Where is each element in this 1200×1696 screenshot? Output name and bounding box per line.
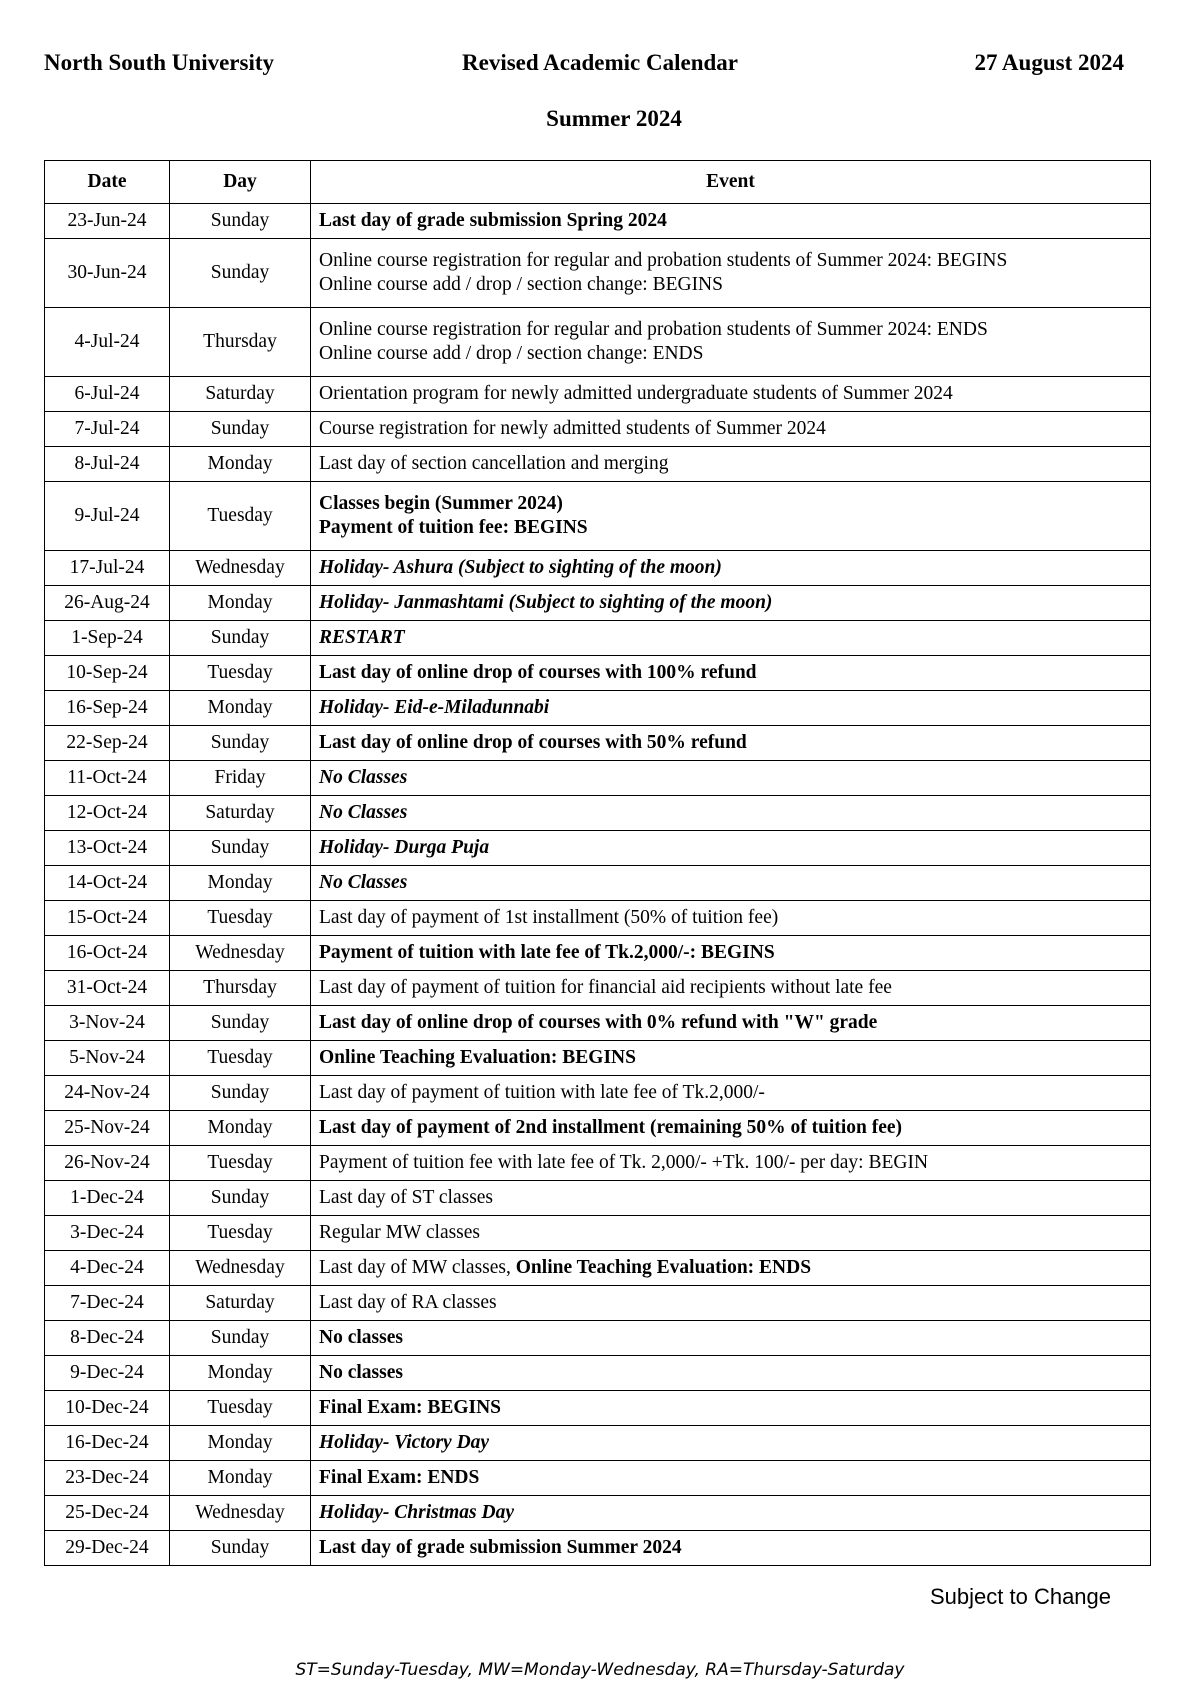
event-text: Course registration for newly admitted students of Summer 2024 bbox=[319, 418, 826, 439]
cell-event bbox=[311, 936, 1151, 971]
cell-day: Tuesday bbox=[170, 482, 311, 551]
cell-event bbox=[311, 1006, 1151, 1041]
table-row bbox=[45, 482, 1151, 551]
cell-event bbox=[311, 1496, 1151, 1531]
cell-day: Monday bbox=[170, 1426, 311, 1461]
cell-event bbox=[311, 621, 1151, 656]
event-text: No Classes bbox=[319, 802, 408, 823]
cell-date: 3-Dec-24 bbox=[45, 1216, 170, 1251]
cell-day: Sunday bbox=[170, 726, 311, 761]
cell-date: 6-Jul-24 bbox=[45, 377, 170, 412]
event-line bbox=[319, 382, 1142, 406]
event-line bbox=[319, 342, 1142, 366]
event-text: No Classes bbox=[319, 872, 408, 893]
table-row bbox=[45, 761, 1151, 796]
cell-date: 13-Oct-24 bbox=[45, 831, 170, 866]
table-row bbox=[45, 1356, 1151, 1391]
semester-title: Summer 2024 bbox=[546, 106, 682, 131]
event-line bbox=[319, 801, 1142, 825]
university-name: North South University bbox=[44, 50, 275, 75]
table-row bbox=[45, 971, 1151, 1006]
event-line bbox=[319, 417, 1142, 441]
cell-event bbox=[311, 1321, 1151, 1356]
table-row bbox=[45, 1426, 1151, 1461]
cell-date: 15-Oct-24 bbox=[45, 901, 170, 936]
cell-date: 10-Dec-24 bbox=[45, 1391, 170, 1426]
table-row bbox=[45, 796, 1151, 831]
cell-date: 25-Nov-24 bbox=[45, 1111, 170, 1146]
table-row bbox=[45, 726, 1151, 761]
event-text: Online course add / drop / section change: ENDS bbox=[319, 343, 704, 364]
cell-date: 16-Sep-24 bbox=[45, 691, 170, 726]
event-line bbox=[319, 1536, 1142, 1560]
event-text: Last day of grade submission Summer 2024 bbox=[319, 1537, 682, 1558]
event-line bbox=[319, 766, 1142, 790]
cell-day: Sunday bbox=[170, 1321, 311, 1356]
event-line bbox=[319, 1361, 1142, 1385]
event-text: Holiday- Victory Day bbox=[319, 1432, 490, 1453]
event-text: Holiday- Durga Puja bbox=[319, 837, 490, 858]
cell-date: 1-Dec-24 bbox=[45, 1181, 170, 1216]
cell-date: 9-Jul-24 bbox=[45, 482, 170, 551]
event-text: Last day of MW classes, bbox=[319, 1257, 516, 1278]
event-line bbox=[319, 871, 1142, 895]
event-line bbox=[319, 696, 1142, 720]
table-row bbox=[45, 1321, 1151, 1356]
cell-date: 1-Sep-24 bbox=[45, 621, 170, 656]
event-line bbox=[319, 1151, 1142, 1175]
cell-date: 14-Oct-24 bbox=[45, 866, 170, 901]
table-row bbox=[45, 1006, 1151, 1041]
column-header-day: Day bbox=[170, 161, 311, 204]
event-line bbox=[319, 1256, 1142, 1280]
event-line bbox=[319, 1396, 1142, 1420]
cell-date: 16-Dec-24 bbox=[45, 1426, 170, 1461]
cell-day: Sunday bbox=[170, 412, 311, 447]
cell-day: Tuesday bbox=[170, 901, 311, 936]
cell-event bbox=[311, 377, 1151, 412]
abbreviations-footnote: ST=Sunday-Tuesday, MW=Monday-Wednesday, RA=Thursday-Saturday bbox=[295, 1660, 905, 1680]
event-text: No Classes bbox=[319, 767, 408, 788]
event-line bbox=[319, 591, 1142, 615]
cell-event bbox=[311, 1356, 1151, 1391]
table-row bbox=[45, 1531, 1151, 1566]
event-line bbox=[319, 731, 1142, 755]
event-line bbox=[319, 661, 1142, 685]
cell-day: Wednesday bbox=[170, 551, 311, 586]
event-text: Last day of grade submission Spring 2024 bbox=[319, 210, 667, 231]
cell-date: 9-Dec-24 bbox=[45, 1356, 170, 1391]
cell-event bbox=[311, 761, 1151, 796]
cell-date: 8-Jul-24 bbox=[45, 447, 170, 482]
cell-event bbox=[311, 656, 1151, 691]
event-text: Last day of RA classes bbox=[319, 1292, 497, 1313]
table-header-row bbox=[45, 161, 1151, 204]
event-line bbox=[319, 1291, 1142, 1315]
event-line bbox=[319, 1466, 1142, 1490]
cell-date: 31-Oct-24 bbox=[45, 971, 170, 1006]
event-text: Online course registration for regular and probation students of Summer 2024: ENDS bbox=[319, 319, 988, 340]
event-text: Final Exam: BEGINS bbox=[319, 1397, 502, 1418]
cell-date: 24-Nov-24 bbox=[45, 1076, 170, 1111]
table-body bbox=[45, 204, 1151, 1566]
cell-day: Tuesday bbox=[170, 1041, 311, 1076]
cell-event bbox=[311, 308, 1151, 377]
cell-day: Sunday bbox=[170, 239, 311, 308]
table-row bbox=[45, 1251, 1151, 1286]
event-line bbox=[319, 941, 1142, 965]
cell-date: 25-Dec-24 bbox=[45, 1496, 170, 1531]
event-line bbox=[319, 273, 1142, 297]
table-row bbox=[45, 412, 1151, 447]
cell-event bbox=[311, 551, 1151, 586]
table-row bbox=[45, 1286, 1151, 1321]
cell-day: Monday bbox=[170, 447, 311, 482]
cell-event bbox=[311, 1041, 1151, 1076]
event-line bbox=[319, 556, 1142, 580]
cell-event bbox=[311, 1216, 1151, 1251]
cell-day: Tuesday bbox=[170, 1146, 311, 1181]
event-text: No classes bbox=[319, 1362, 403, 1383]
subject-to-change-note: Subject to Change bbox=[930, 1584, 1112, 1609]
event-text: Holiday- Christmas Day bbox=[319, 1502, 515, 1523]
event-text: Last day of payment of tuition for financial aid recipients without late fee bbox=[319, 977, 892, 998]
cell-day: Sunday bbox=[170, 831, 311, 866]
table-row bbox=[45, 239, 1151, 308]
cell-day: Tuesday bbox=[170, 1391, 311, 1426]
event-text: Holiday- Ashura (Subject to sighting of the moon) bbox=[319, 557, 722, 578]
cell-event bbox=[311, 1146, 1151, 1181]
event-text: Online course registration for regular and probation students of Summer 2024: BEGINS bbox=[319, 250, 1008, 271]
cell-date: 23-Dec-24 bbox=[45, 1461, 170, 1496]
cell-date: 4-Dec-24 bbox=[45, 1251, 170, 1286]
table-row bbox=[45, 621, 1151, 656]
cell-day: Monday bbox=[170, 1356, 311, 1391]
cell-event bbox=[311, 482, 1151, 551]
academic-calendar-table bbox=[44, 160, 1151, 1566]
cell-event bbox=[311, 1286, 1151, 1321]
cell-date: 26-Aug-24 bbox=[45, 586, 170, 621]
cell-day: Saturday bbox=[170, 796, 311, 831]
cell-day: Tuesday bbox=[170, 656, 311, 691]
event-text: No classes bbox=[319, 1327, 403, 1348]
cell-event bbox=[311, 901, 1151, 936]
cell-event bbox=[311, 1076, 1151, 1111]
cell-day: Sunday bbox=[170, 1531, 311, 1566]
cell-day: Monday bbox=[170, 586, 311, 621]
cell-day: Monday bbox=[170, 1461, 311, 1496]
event-text: Last day of payment of 1st installment (50% of tuition fee) bbox=[319, 907, 779, 928]
cell-event bbox=[311, 726, 1151, 761]
event-line bbox=[319, 1221, 1142, 1245]
cell-day: Saturday bbox=[170, 1286, 311, 1321]
cell-date: 26-Nov-24 bbox=[45, 1146, 170, 1181]
cell-day: Saturday bbox=[170, 377, 311, 412]
cell-day: Monday bbox=[170, 691, 311, 726]
event-text: Payment of tuition fee: BEGINS bbox=[319, 517, 588, 538]
table-row bbox=[45, 1111, 1151, 1146]
table-row bbox=[45, 1496, 1151, 1531]
event-line bbox=[319, 626, 1142, 650]
cell-day: Thursday bbox=[170, 308, 311, 377]
event-text: Holiday- Janmashtami (Subject to sighting of the moon) bbox=[319, 592, 773, 613]
cell-event bbox=[311, 971, 1151, 1006]
event-line bbox=[319, 209, 1142, 233]
cell-date: 7-Dec-24 bbox=[45, 1286, 170, 1321]
event-text: Online Teaching Evaluation: BEGINS bbox=[319, 1047, 636, 1068]
table-row bbox=[45, 586, 1151, 621]
cell-date: 12-Oct-24 bbox=[45, 796, 170, 831]
cell-event bbox=[311, 1111, 1151, 1146]
cell-day: Monday bbox=[170, 1111, 311, 1146]
cell-day: Sunday bbox=[170, 204, 311, 239]
event-text: Holiday- Eid-e-Miladunnabi bbox=[319, 697, 550, 718]
event-text: Last day of online drop of courses with 50% refund bbox=[319, 732, 747, 753]
table-row bbox=[45, 377, 1151, 412]
event-line bbox=[319, 1186, 1142, 1210]
cell-date: 10-Sep-24 bbox=[45, 656, 170, 691]
cell-event bbox=[311, 691, 1151, 726]
event-line bbox=[319, 492, 1142, 516]
table-row bbox=[45, 1146, 1151, 1181]
table-row bbox=[45, 1181, 1151, 1216]
table-row bbox=[45, 866, 1151, 901]
table-row bbox=[45, 1461, 1151, 1496]
table-row bbox=[45, 656, 1151, 691]
event-line bbox=[319, 249, 1142, 273]
cell-day: Wednesday bbox=[170, 1496, 311, 1531]
cell-date: 30-Jun-24 bbox=[45, 239, 170, 308]
event-text: Last day of online drop of courses with 0% refund with "W" grade bbox=[319, 1012, 878, 1033]
cell-date: 11-Oct-24 bbox=[45, 761, 170, 796]
event-line bbox=[319, 452, 1142, 476]
event-line bbox=[319, 1431, 1142, 1455]
event-line bbox=[319, 1081, 1142, 1105]
cell-event bbox=[311, 1461, 1151, 1496]
table-row bbox=[45, 901, 1151, 936]
cell-date: 5-Nov-24 bbox=[45, 1041, 170, 1076]
table-row bbox=[45, 1391, 1151, 1426]
cell-event bbox=[311, 412, 1151, 447]
event-line bbox=[319, 1116, 1142, 1140]
cell-date: 22-Sep-24 bbox=[45, 726, 170, 761]
event-text: Last day of online drop of courses with 100% refund bbox=[319, 662, 757, 683]
table-row bbox=[45, 204, 1151, 239]
cell-day: Monday bbox=[170, 866, 311, 901]
cell-event bbox=[311, 1531, 1151, 1566]
cell-date: 4-Jul-24 bbox=[45, 308, 170, 377]
cell-date: 23-Jun-24 bbox=[45, 204, 170, 239]
cell-event bbox=[311, 586, 1151, 621]
event-text: Online course add / drop / section change: BEGINS bbox=[319, 274, 723, 295]
event-line bbox=[319, 976, 1142, 1000]
cell-event bbox=[311, 204, 1151, 239]
cell-date: 8-Dec-24 bbox=[45, 1321, 170, 1356]
event-text: Regular MW classes bbox=[319, 1222, 481, 1243]
cell-event bbox=[311, 1181, 1151, 1216]
cell-date: 7-Jul-24 bbox=[45, 412, 170, 447]
table-row bbox=[45, 1076, 1151, 1111]
event-line bbox=[319, 906, 1142, 930]
cell-event bbox=[311, 866, 1151, 901]
cell-day: Sunday bbox=[170, 1181, 311, 1216]
cell-date: 16-Oct-24 bbox=[45, 936, 170, 971]
cell-day: Sunday bbox=[170, 1076, 311, 1111]
table-row bbox=[45, 936, 1151, 971]
cell-event bbox=[311, 1251, 1151, 1286]
document-title: Revised Academic Calendar bbox=[462, 50, 738, 75]
cell-event bbox=[311, 447, 1151, 482]
event-line bbox=[319, 1501, 1142, 1525]
table-row bbox=[45, 1216, 1151, 1251]
cell-day: Wednesday bbox=[170, 936, 311, 971]
cell-day: Sunday bbox=[170, 621, 311, 656]
event-line bbox=[319, 516, 1142, 540]
event-line bbox=[319, 1011, 1142, 1035]
cell-day: Sunday bbox=[170, 1006, 311, 1041]
table-row bbox=[45, 308, 1151, 377]
event-line bbox=[319, 836, 1142, 860]
cell-date: 17-Jul-24 bbox=[45, 551, 170, 586]
table-row bbox=[45, 447, 1151, 482]
event-text: Last day of ST classes bbox=[319, 1187, 494, 1208]
cell-date: 29-Dec-24 bbox=[45, 1531, 170, 1566]
event-text: RESTART bbox=[319, 627, 405, 648]
event-text: Payment of tuition fee with late fee of Tk. 2,000/- +Tk. 100/- per day: BEGIN bbox=[319, 1152, 929, 1173]
event-text: Classes begin (Summer 2024) bbox=[319, 493, 563, 514]
cell-event bbox=[311, 831, 1151, 866]
cell-event bbox=[311, 1426, 1151, 1461]
cell-day: Thursday bbox=[170, 971, 311, 1006]
table-row bbox=[45, 691, 1151, 726]
table-row bbox=[45, 1041, 1151, 1076]
event-text: Last day of section cancellation and merging bbox=[319, 453, 669, 474]
event-text: Final Exam: ENDS bbox=[319, 1467, 480, 1488]
event-line bbox=[319, 1046, 1142, 1070]
event-text: Payment of tuition with late fee of Tk.2,000/-: BEGINS bbox=[319, 942, 775, 963]
event-line bbox=[319, 1326, 1142, 1350]
cell-event bbox=[311, 239, 1151, 308]
event-line bbox=[319, 318, 1142, 342]
table-row bbox=[45, 551, 1151, 586]
event-text: Orientation program for newly admitted undergraduate students of Summer 2024 bbox=[319, 383, 953, 404]
cell-date: 3-Nov-24 bbox=[45, 1006, 170, 1041]
cell-day: Friday bbox=[170, 761, 311, 796]
event-text: Last day of payment of tuition with late fee of Tk.2,000/- bbox=[319, 1082, 765, 1103]
event-text: Last day of payment of 2nd installment (remaining 50% of tuition fee) bbox=[319, 1117, 903, 1138]
cell-event bbox=[311, 796, 1151, 831]
event-text: Online Teaching Evaluation: ENDS bbox=[515, 1257, 812, 1278]
column-header-date: Date bbox=[45, 161, 170, 204]
cell-day: Tuesday bbox=[170, 1216, 311, 1251]
cell-day: Wednesday bbox=[170, 1251, 311, 1286]
table-row bbox=[45, 831, 1151, 866]
document-date: 27 August 2024 bbox=[974, 50, 1124, 75]
cell-event bbox=[311, 1391, 1151, 1426]
column-header-event: Event bbox=[311, 161, 1151, 204]
